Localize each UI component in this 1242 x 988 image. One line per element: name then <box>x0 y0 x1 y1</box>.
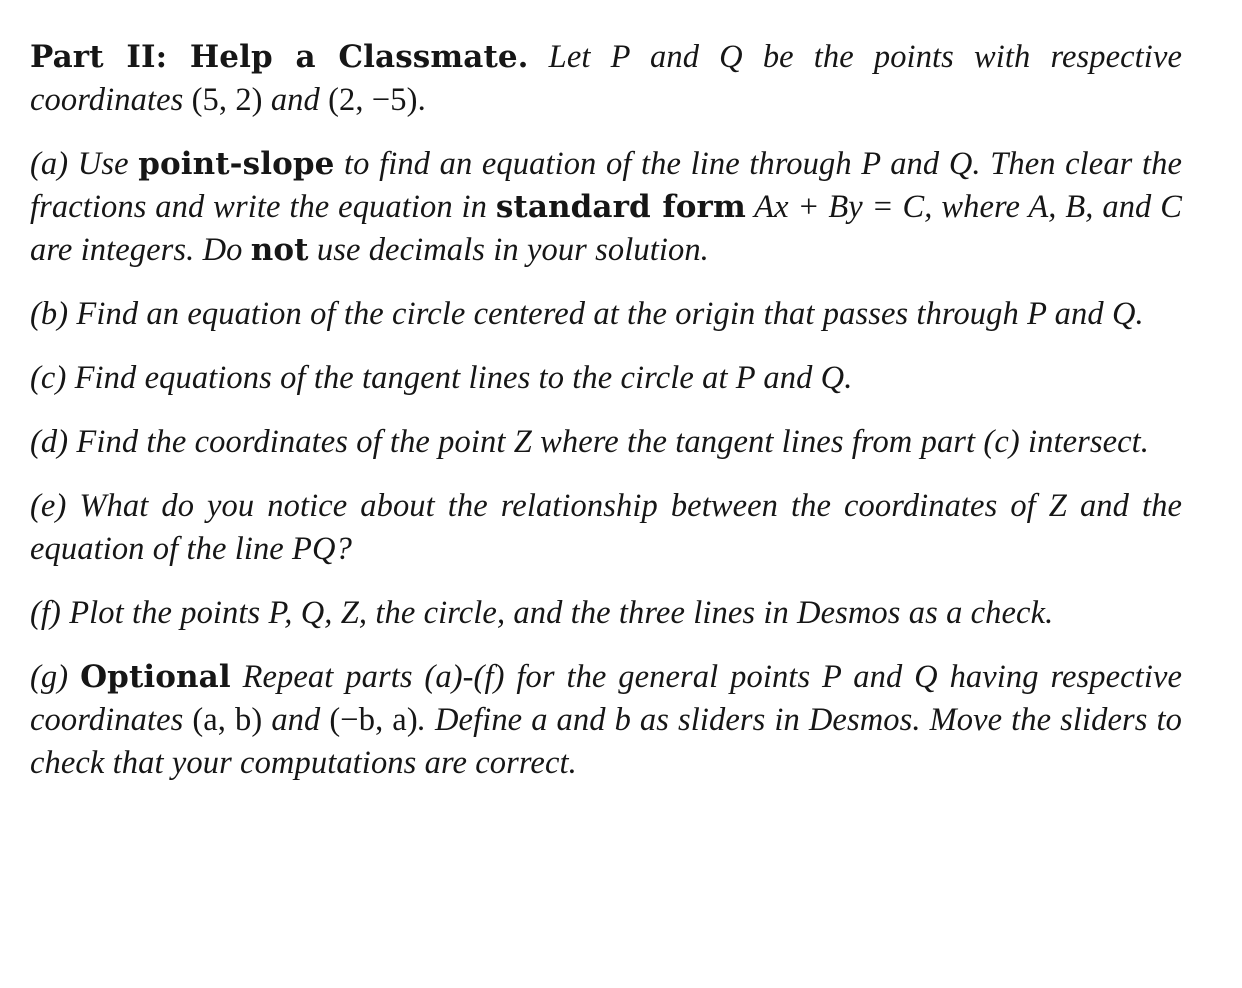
part-b-text: (b) Find an equation of the circle centered at the origin that passes through P and Q. <box>30 296 1144 332</box>
part-heading: Part II: Help a Classmate. <box>30 39 529 75</box>
standard-form-formula: Ax + By = C, <box>754 189 933 225</box>
general-coordinate-p: (a, b) <box>192 702 263 738</box>
part-g-text-2: Repeat parts (a)-(f) for the general points P and Q having respective coordinates <box>30 659 1182 738</box>
part-c-text: (c) Find equations of the tangent lines to the circle at P and Q. <box>30 360 853 396</box>
part-d-paragraph <box>30 421 1182 464</box>
part-g-text-1: (g) <box>30 659 69 695</box>
part-a-text-1: (a) Use <box>30 146 129 182</box>
part-g-paragraph <box>30 656 1182 785</box>
intro-and: and <box>270 82 320 118</box>
part-d-text: (d) Find the coordinates of the point Z where the tangent lines from part (c) intersect. <box>30 424 1150 460</box>
part-a-text-2: to find an equation of the line through P and Q. Then clear the fractions and write the equation in <box>30 146 1183 225</box>
part-a-text-4: use decimals in your solution. <box>316 232 709 268</box>
part-a-bold-point-slope: point-slope <box>138 146 335 182</box>
part-e-text: (e) What do you notice about the relationship between the coordinates of Z and the equation of the line PQ? <box>30 488 1182 567</box>
part-g-text-3: and <box>271 702 321 738</box>
part-b-paragraph <box>30 293 1182 336</box>
part-a-bold-standard-form: standard form <box>495 189 746 225</box>
general-coordinate-q: (−b, a) <box>329 702 418 738</box>
part-e-paragraph <box>30 485 1182 571</box>
part-g-text-4: . Define a and b as sliders in Desmos. Move the sliders to check that your computations are correct. <box>30 702 1182 781</box>
coordinate-p: (5, 2) <box>191 82 263 118</box>
intro-text: Let P and Q be the points with respective coordinates <box>30 39 1182 118</box>
intro-paragraph <box>30 36 1182 122</box>
document-page <box>30 36 1182 785</box>
intro-period: . <box>417 82 426 118</box>
part-g-bold-optional: Optional <box>80 659 231 695</box>
part-f-text: (f) Plot the points P, Q, Z, the circle, and the three lines in Desmos as a check. <box>30 595 1054 631</box>
part-a-bold-not: not <box>250 232 309 268</box>
part-a-text-3: where A, B, and C are integers. Do <box>30 189 1183 268</box>
part-f-paragraph <box>30 592 1182 635</box>
part-c-paragraph <box>30 357 1182 400</box>
part-a-paragraph <box>30 143 1182 272</box>
coordinate-q: (2, −5) <box>328 82 418 118</box>
